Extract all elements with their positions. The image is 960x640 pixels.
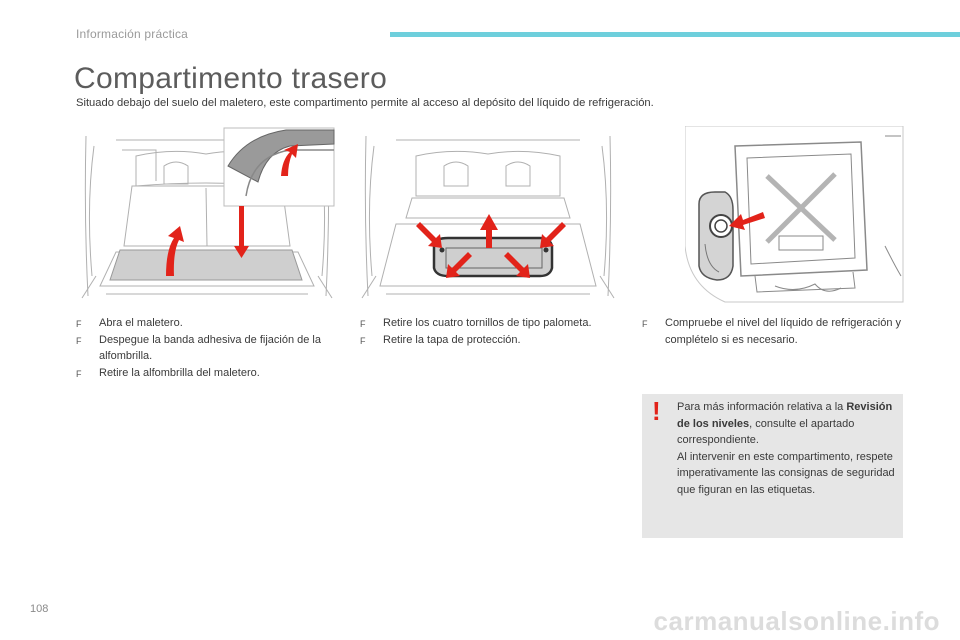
illustration-remove-mat — [76, 126, 338, 304]
info-note — [642, 394, 903, 538]
bullet-icon: F — [360, 335, 366, 346]
note-text: Para más información relativa a la Revisión de los niveles, consulte el apartado correspondiente. Al intervenir en este compartimento, respete imperativamente las consignas de seguridad que figuran en las etiquetas. — [677, 401, 895, 496]
illustration-remove-screws — [356, 126, 620, 304]
steps-column-1 — [76, 315, 348, 381]
bullet-icon: F — [642, 319, 648, 329]
bullet-icon: F — [76, 335, 82, 346]
note-safety-text: Al intervenir en este compartimento, respete imperativamente las consignas de seguridad que figuran en las etiquetas. — [677, 450, 895, 496]
steps-column-3 — [642, 315, 912, 348]
list-item: F Abra el maletero. — [76, 315, 348, 332]
intro-text: Situado debajo del suelo del maletero, este compartimento permite al acceso al depósito del líquido de refrigeración. — [76, 97, 654, 109]
steps-column-2 — [360, 315, 630, 348]
section-label: Información práctica — [76, 27, 189, 41]
bullet-icon: F — [360, 319, 366, 329]
bullet-icon: F — [76, 319, 82, 329]
bullet-icon: F — [76, 368, 82, 379]
list-item: F Compruebe el nivel del líquido de refrigeración y complételo si es necesario. — [642, 317, 902, 346]
watermark: carmanualsonline.info — [653, 606, 940, 636]
illustration-coolant-reservoir — [685, 126, 905, 304]
page-number: 108 — [30, 603, 49, 615]
list-item: F Retire la tapa de protección. — [360, 332, 630, 349]
list-item: F Retire la alfombrilla del maletero. — [76, 365, 348, 382]
section-accent-bar — [390, 32, 960, 37]
warning-exclamation-icon: ! — [652, 396, 661, 426]
note-bold-reference: Revisión de los niveles — [677, 401, 893, 430]
page-title: Compartimento trasero — [74, 62, 388, 95]
list-item: F Despegue la banda adhesiva de fijación de la alfombrilla. — [76, 333, 321, 362]
list-item: F Retire los cuatro tornillos de tipo palometa. — [360, 315, 630, 332]
